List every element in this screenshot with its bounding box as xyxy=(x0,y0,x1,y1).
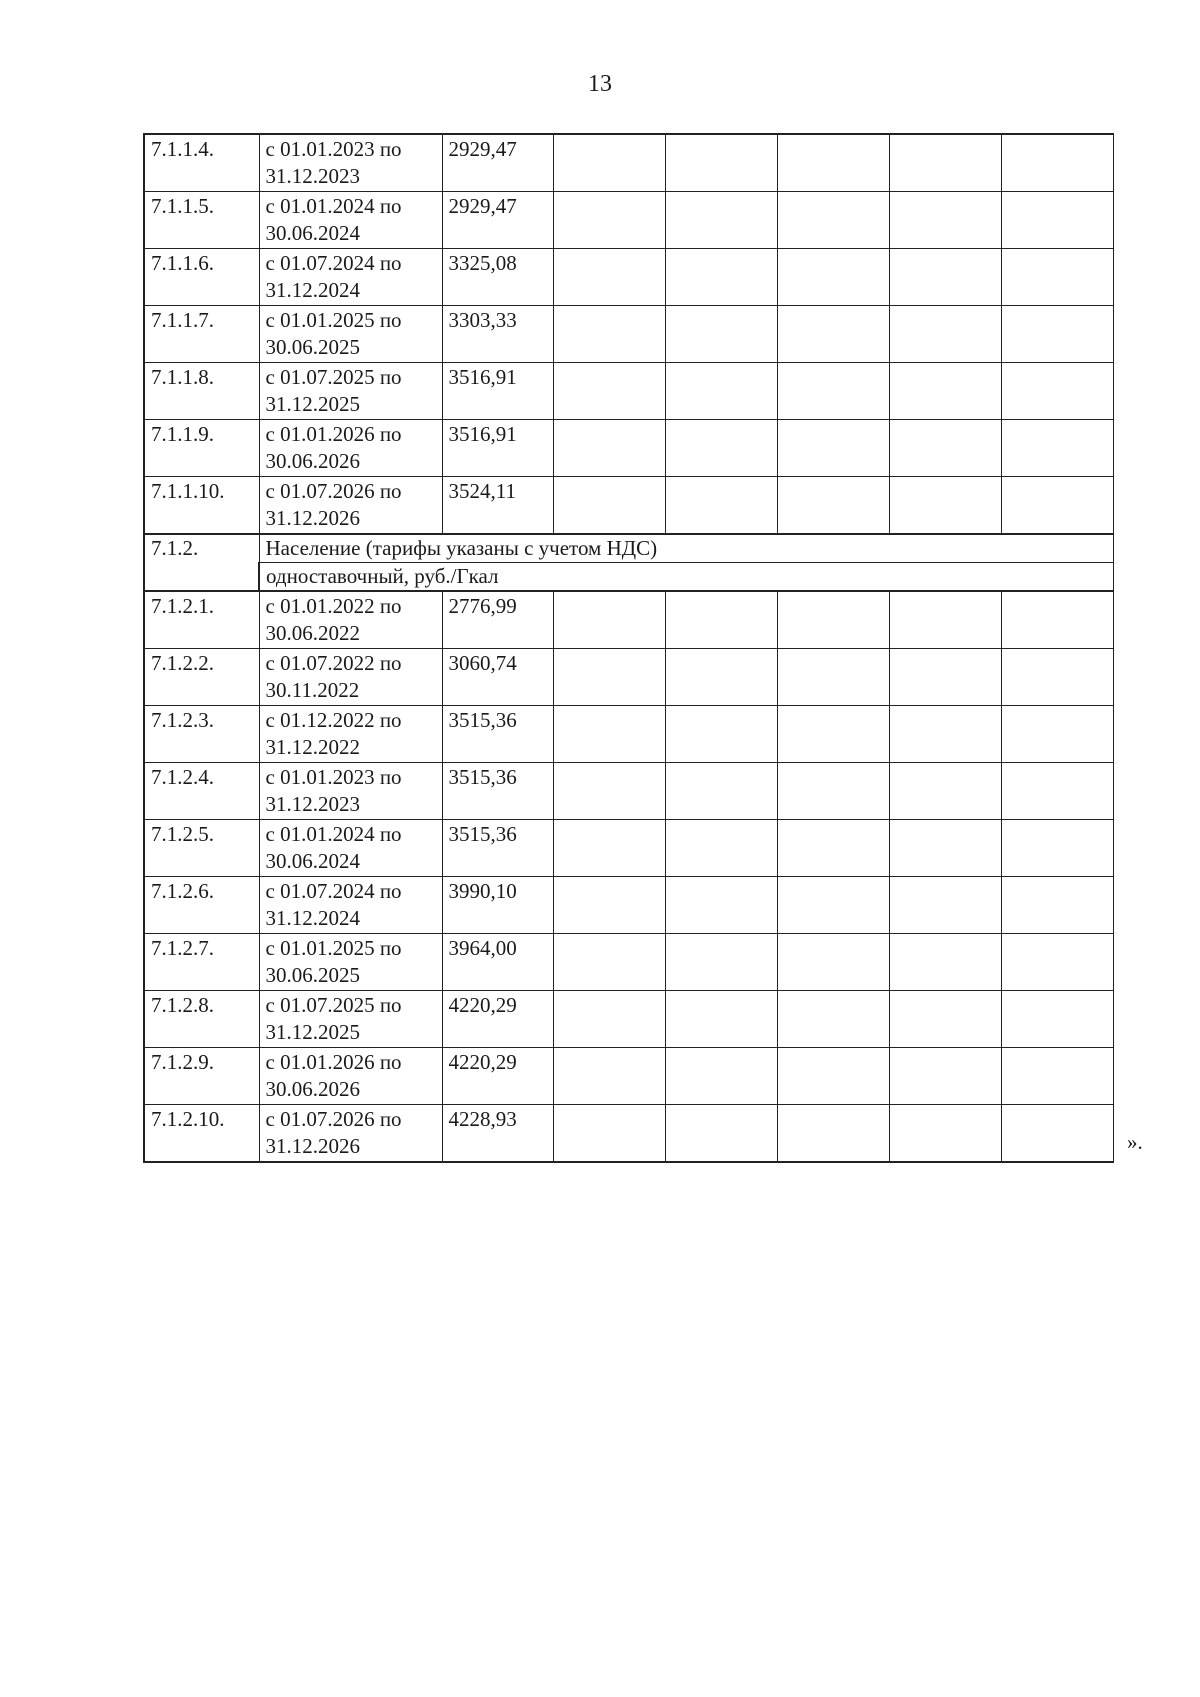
row-number: 7.1.1.7. xyxy=(144,306,259,363)
empty-cell xyxy=(665,763,777,820)
period-start: с 01.01.2024 по xyxy=(265,822,402,846)
empty-cell xyxy=(889,192,1001,249)
empty-cell xyxy=(777,420,889,477)
empty-cell xyxy=(1001,934,1113,991)
empty-cell xyxy=(665,706,777,763)
empty-cell xyxy=(1001,763,1113,820)
table-row xyxy=(144,363,1113,420)
period-end: 31.12.2024 xyxy=(265,278,360,302)
empty-cell xyxy=(1001,591,1113,649)
period-end: 30.06.2026 xyxy=(265,1077,360,1101)
empty-cell xyxy=(665,306,777,363)
empty-cell xyxy=(889,306,1001,363)
period-end: 30.06.2024 xyxy=(265,849,360,873)
period-cell xyxy=(259,192,442,249)
tariff-value: 3516,91 xyxy=(442,420,553,477)
period-start: с 01.07.2026 по xyxy=(265,479,402,503)
section-title: Население (тарифы указаны с учетом НДС) xyxy=(259,534,1113,563)
empty-cell xyxy=(777,306,889,363)
table-row xyxy=(144,877,1113,934)
empty-cell xyxy=(553,420,665,477)
period-cell xyxy=(259,420,442,477)
empty-cell xyxy=(665,649,777,706)
period-end: 30.11.2022 xyxy=(265,678,360,702)
empty-cell xyxy=(889,477,1001,535)
period-end: 31.12.2025 xyxy=(265,1020,360,1044)
empty-cell xyxy=(665,591,777,649)
period-cell xyxy=(259,991,442,1048)
empty-cell xyxy=(889,249,1001,306)
empty-cell xyxy=(553,934,665,991)
period-start: с 01.01.2023 по xyxy=(265,137,402,161)
empty-cell xyxy=(553,706,665,763)
empty-cell xyxy=(1001,649,1113,706)
period-start: с 01.07.2024 по xyxy=(265,879,402,903)
empty-cell xyxy=(553,363,665,420)
section-subtitle: одноставочный, руб./Гкал xyxy=(259,563,1113,592)
period-end: 31.12.2022 xyxy=(265,735,360,759)
period-end: 31.12.2025 xyxy=(265,392,360,416)
period-start: с 01.07.2025 по xyxy=(265,993,402,1017)
row-number: 7.1.2.1. xyxy=(144,591,259,649)
empty-cell xyxy=(777,991,889,1048)
empty-cell xyxy=(1001,306,1113,363)
table-row xyxy=(144,1048,1113,1105)
empty-cell xyxy=(889,820,1001,877)
empty-cell xyxy=(665,477,777,535)
tariff-value: 4220,29 xyxy=(442,991,553,1048)
tariff-value: 3524,11 xyxy=(442,477,553,535)
tariff-value: 3515,36 xyxy=(442,763,553,820)
empty-cell xyxy=(553,306,665,363)
tariff-value: 3964,00 xyxy=(442,934,553,991)
period-cell xyxy=(259,820,442,877)
empty-cell xyxy=(553,763,665,820)
empty-cell xyxy=(553,591,665,649)
empty-cell xyxy=(777,763,889,820)
empty-cell xyxy=(889,991,1001,1048)
empty-cell xyxy=(553,649,665,706)
period-start: с 01.01.2025 по xyxy=(265,936,402,960)
row-number: 7.1.1.8. xyxy=(144,363,259,420)
row-number: 7.1.1.10. xyxy=(144,477,259,535)
row-number: 7.1.2.9. xyxy=(144,1048,259,1105)
empty-cell xyxy=(1001,877,1113,934)
period-cell xyxy=(259,363,442,420)
empty-cell xyxy=(1001,1048,1113,1105)
period-end: 31.12.2023 xyxy=(265,164,360,188)
period-cell xyxy=(259,706,442,763)
period-end: 30.06.2026 xyxy=(265,449,360,473)
period-end: 31.12.2026 xyxy=(265,506,360,530)
empty-cell xyxy=(665,1048,777,1105)
tariff-value: 3325,08 xyxy=(442,249,553,306)
empty-cell xyxy=(553,134,665,192)
empty-cell xyxy=(777,192,889,249)
empty-cell xyxy=(777,1105,889,1163)
empty-cell xyxy=(777,1048,889,1105)
period-start: с 01.01.2026 по xyxy=(265,422,402,446)
table-row xyxy=(144,820,1113,877)
row-number: 7.1.2.8. xyxy=(144,991,259,1048)
empty-cell xyxy=(777,706,889,763)
empty-cell xyxy=(665,1105,777,1163)
row-number: 7.1.1.5. xyxy=(144,192,259,249)
empty-cell xyxy=(777,249,889,306)
period-cell xyxy=(259,591,442,649)
empty-cell xyxy=(665,820,777,877)
empty-cell xyxy=(777,477,889,535)
section-title-row xyxy=(144,534,1113,563)
empty-cell xyxy=(1001,249,1113,306)
period-start: с 01.07.2024 по xyxy=(265,251,402,275)
tariff-value: 3060,74 xyxy=(442,649,553,706)
table-row xyxy=(144,477,1113,535)
tariff-value: 2776,99 xyxy=(442,591,553,649)
empty-cell xyxy=(1001,477,1113,535)
table-row xyxy=(144,1105,1113,1163)
empty-cell xyxy=(1001,420,1113,477)
table-row xyxy=(144,649,1113,706)
empty-cell xyxy=(553,991,665,1048)
period-end: 30.06.2025 xyxy=(265,963,360,987)
table-row xyxy=(144,192,1113,249)
empty-cell xyxy=(1001,363,1113,420)
empty-cell xyxy=(777,134,889,192)
period-cell xyxy=(259,877,442,934)
table-row xyxy=(144,134,1113,192)
section-number: 7.1.2. xyxy=(144,534,259,591)
empty-cell xyxy=(665,991,777,1048)
period-start: с 01.07.2025 по xyxy=(265,365,402,389)
row-number: 7.1.2.5. xyxy=(144,820,259,877)
empty-cell xyxy=(889,649,1001,706)
empty-cell xyxy=(1001,1105,1113,1163)
empty-cell xyxy=(665,420,777,477)
tariff-value: 2929,47 xyxy=(442,134,553,192)
row-number: 7.1.2.6. xyxy=(144,877,259,934)
empty-cell xyxy=(665,249,777,306)
period-end: 30.06.2024 xyxy=(265,221,360,245)
empty-cell xyxy=(553,820,665,877)
empty-cell xyxy=(777,591,889,649)
empty-cell xyxy=(665,877,777,934)
empty-cell xyxy=(1001,192,1113,249)
period-cell xyxy=(259,306,442,363)
empty-cell xyxy=(777,649,889,706)
period-cell xyxy=(259,1048,442,1105)
empty-cell xyxy=(777,934,889,991)
period-start: с 01.07.2026 по xyxy=(265,1107,402,1131)
period-start: с 01.01.2023 по xyxy=(265,765,402,789)
period-end: 30.06.2022 xyxy=(265,621,360,645)
row-number: 7.1.2.7. xyxy=(144,934,259,991)
empty-cell xyxy=(889,134,1001,192)
empty-cell xyxy=(553,1048,665,1105)
empty-cell xyxy=(553,877,665,934)
tariff-value: 3990,10 xyxy=(442,877,553,934)
period-end: 31.12.2024 xyxy=(265,906,360,930)
tariff-table xyxy=(143,133,1114,1163)
table-row xyxy=(144,706,1113,763)
row-number: 7.1.2.2. xyxy=(144,649,259,706)
table-row xyxy=(144,249,1113,306)
empty-cell xyxy=(777,363,889,420)
period-start: с 01.07.2022 по xyxy=(265,651,402,675)
row-number: 7.1.1.9. xyxy=(144,420,259,477)
page-number: 13 xyxy=(588,71,612,97)
empty-cell xyxy=(889,706,1001,763)
empty-cell xyxy=(665,192,777,249)
period-start: с 01.01.2022 по xyxy=(265,594,402,618)
table-row xyxy=(144,591,1113,649)
period-start: с 01.12.2022 по xyxy=(265,708,402,732)
empty-cell xyxy=(1001,134,1113,192)
empty-cell xyxy=(889,420,1001,477)
period-end: 31.12.2023 xyxy=(265,792,360,816)
section-subtitle-row xyxy=(144,563,1113,592)
empty-cell xyxy=(553,477,665,535)
closing-quote-mark: ». xyxy=(1127,1130,1143,1154)
table-row xyxy=(144,420,1113,477)
empty-cell xyxy=(665,934,777,991)
empty-cell xyxy=(665,134,777,192)
tariff-value: 4228,93 xyxy=(442,1105,553,1163)
tariff-value: 4220,29 xyxy=(442,1048,553,1105)
empty-cell xyxy=(889,763,1001,820)
tariff-value: 3515,36 xyxy=(442,820,553,877)
period-cell xyxy=(259,934,442,991)
period-end: 31.12.2026 xyxy=(265,1134,360,1158)
period-start: с 01.01.2024 по xyxy=(265,194,402,218)
empty-cell xyxy=(553,192,665,249)
empty-cell xyxy=(889,591,1001,649)
period-cell xyxy=(259,134,442,192)
empty-cell xyxy=(553,1105,665,1163)
period-cell xyxy=(259,249,442,306)
empty-cell xyxy=(777,877,889,934)
tariff-value: 3515,36 xyxy=(442,706,553,763)
period-cell xyxy=(259,649,442,706)
empty-cell xyxy=(889,1105,1001,1163)
period-start: с 01.01.2026 по xyxy=(265,1050,402,1074)
table-row xyxy=(144,934,1113,991)
empty-cell xyxy=(889,1048,1001,1105)
table-row xyxy=(144,991,1113,1048)
row-number: 7.1.2.3. xyxy=(144,706,259,763)
empty-cell xyxy=(1001,820,1113,877)
period-cell xyxy=(259,477,442,535)
table-row xyxy=(144,306,1113,363)
period-end: 30.06.2025 xyxy=(265,335,360,359)
row-number: 7.1.2.4. xyxy=(144,763,259,820)
table-row xyxy=(144,763,1113,820)
row-number: 7.1.1.6. xyxy=(144,249,259,306)
period-cell xyxy=(259,1105,442,1163)
empty-cell xyxy=(665,363,777,420)
empty-cell xyxy=(553,249,665,306)
row-number: 7.1.1.4. xyxy=(144,134,259,192)
period-cell xyxy=(259,763,442,820)
tariff-value: 3303,33 xyxy=(442,306,553,363)
empty-cell xyxy=(1001,706,1113,763)
empty-cell xyxy=(889,877,1001,934)
period-start: с 01.01.2025 по xyxy=(265,308,402,332)
empty-cell xyxy=(1001,991,1113,1048)
tariff-value: 3516,91 xyxy=(442,363,553,420)
row-number: 7.1.2.10. xyxy=(144,1105,259,1163)
empty-cell xyxy=(889,363,1001,420)
empty-cell xyxy=(889,934,1001,991)
empty-cell xyxy=(777,820,889,877)
tariff-value: 2929,47 xyxy=(442,192,553,249)
